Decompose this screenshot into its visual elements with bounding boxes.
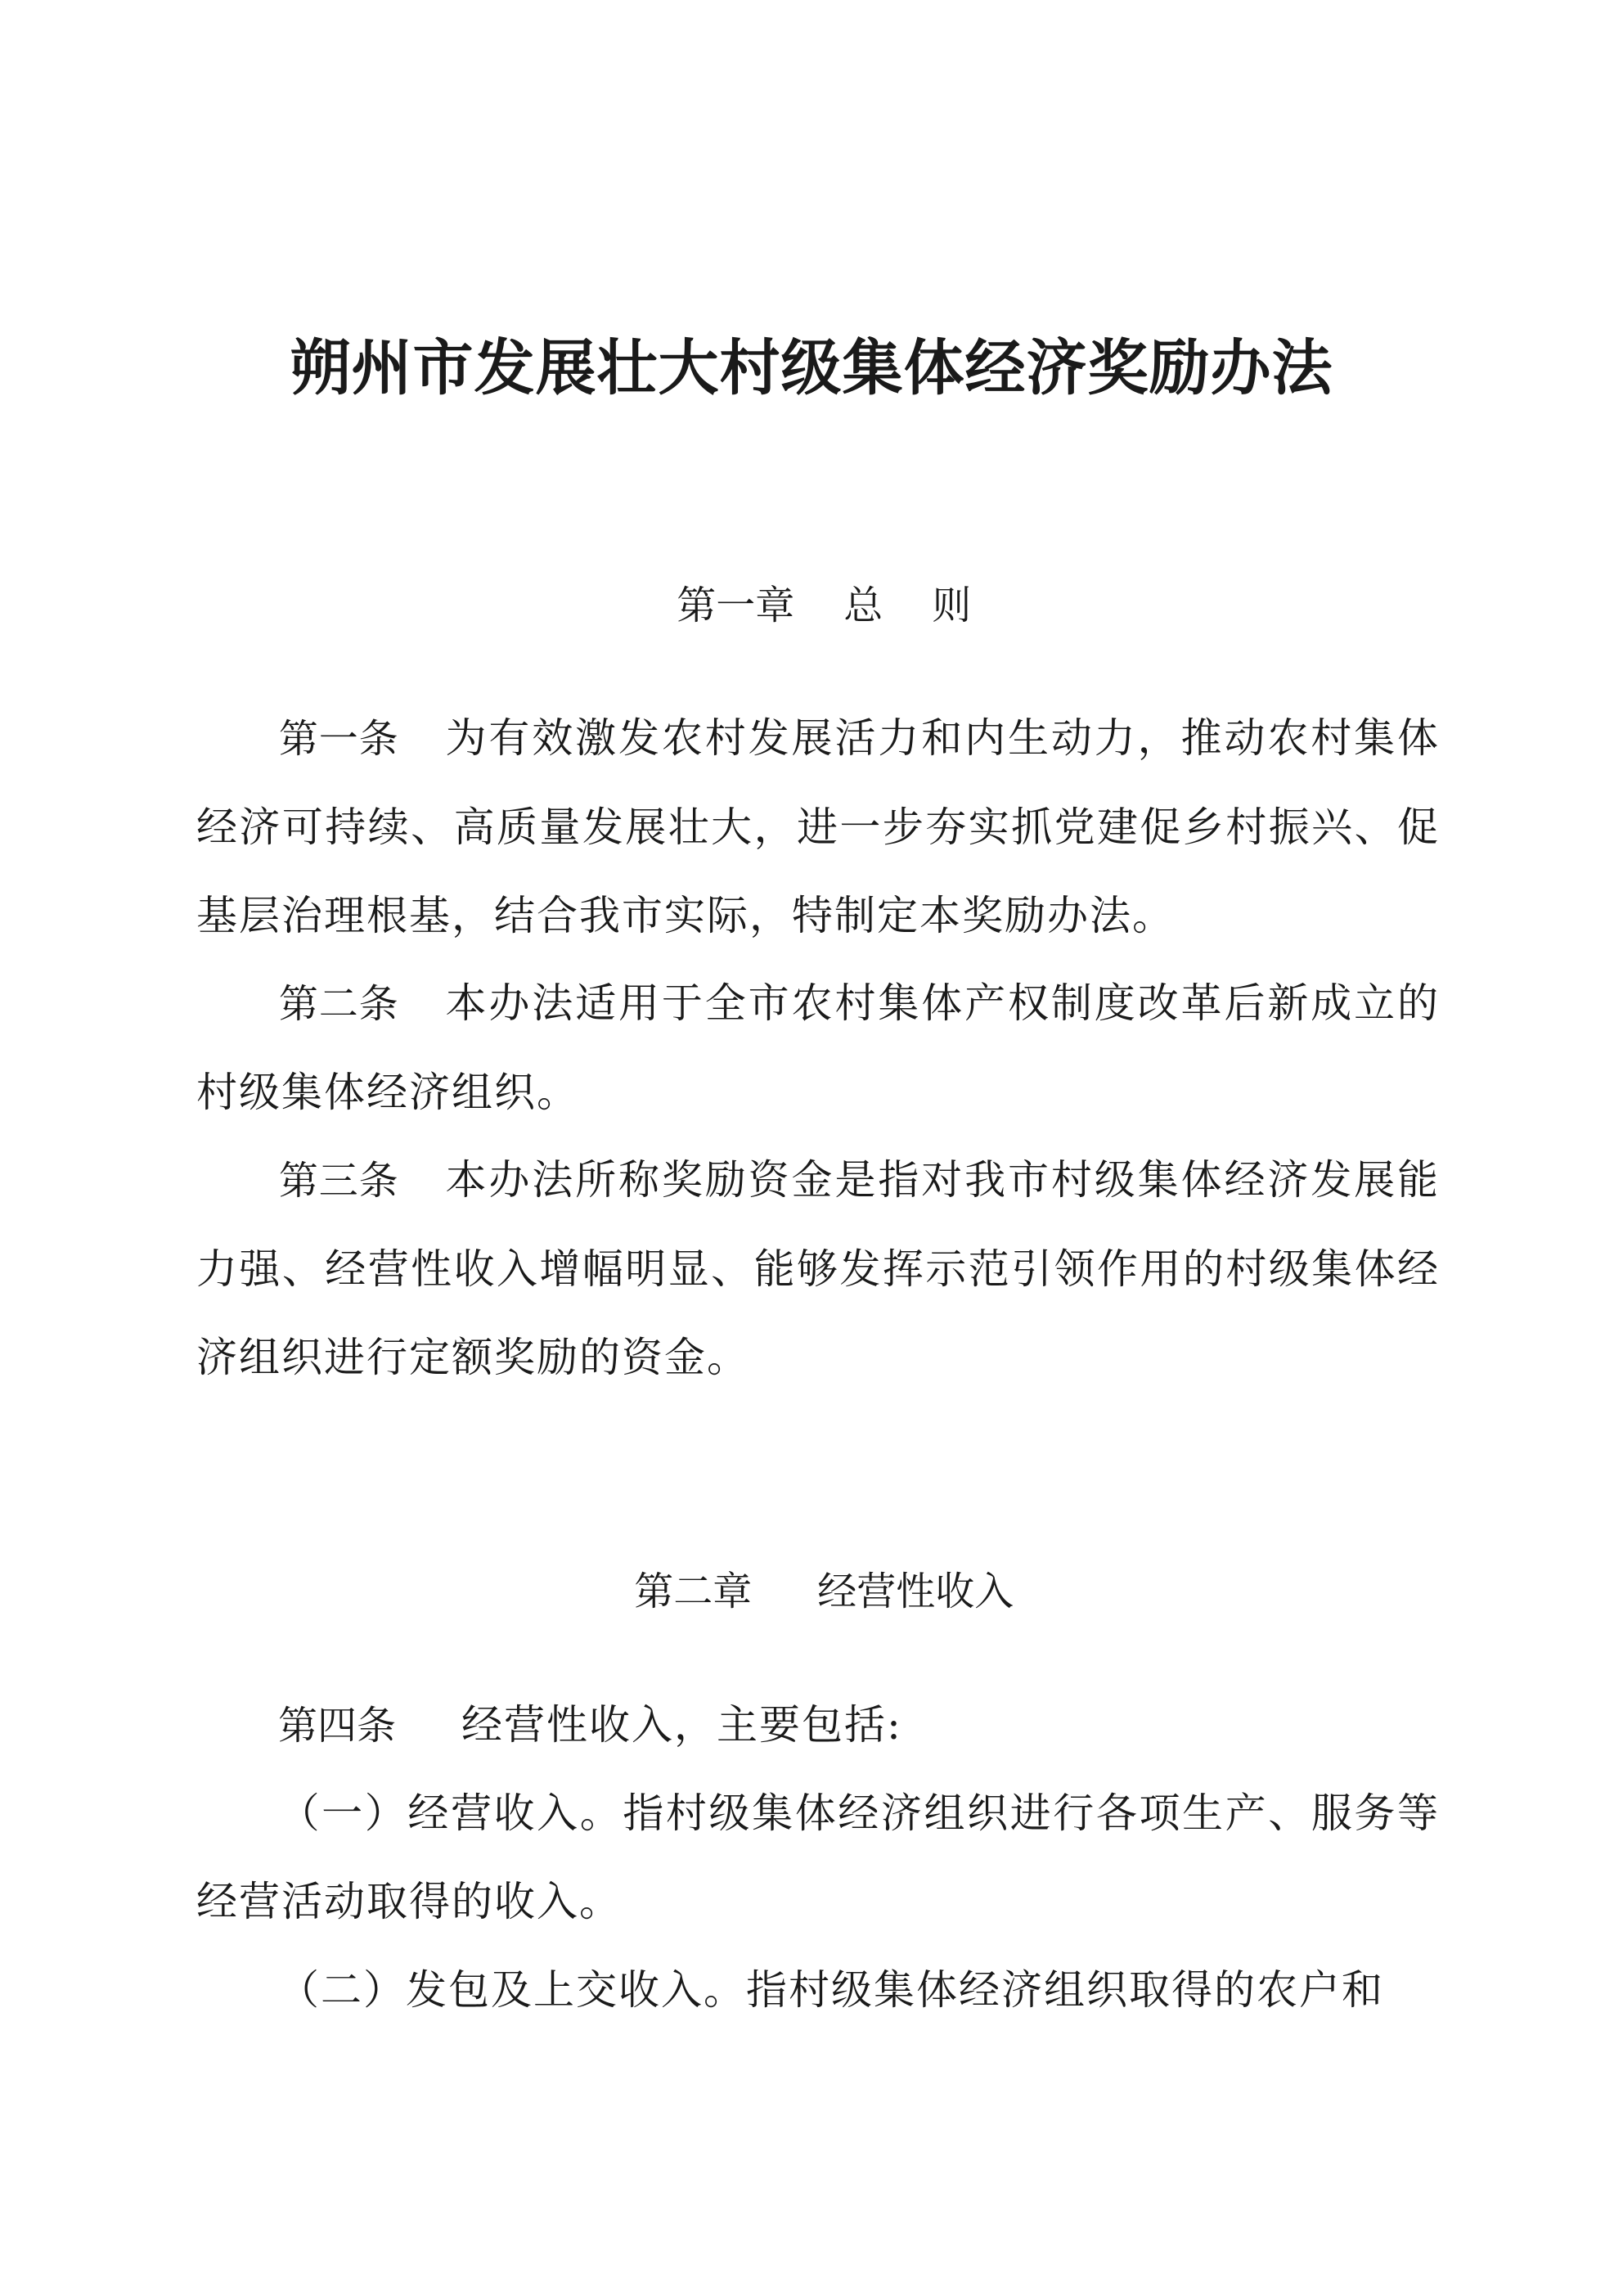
article-2-label: 第二条 bbox=[278, 981, 399, 1027]
article-4-item-1 bbox=[196, 1769, 1440, 1946]
chapter-1-name-part1: 总 bbox=[843, 583, 883, 628]
article-2 bbox=[196, 959, 1440, 1137]
chapter-1-number: 第一章 bbox=[677, 583, 795, 628]
article-3-text: 本办法所称奖励资金是指对我市村级集体经济发展能力强、经营性收入增幅明显、能够发挥示范引领作用的村级集体经济组织进行定额奖励的资金。 bbox=[196, 1156, 1440, 1381]
document-title: 朔州市发展壮大村级集体经济奖励办法 bbox=[290, 333, 1333, 403]
chapter-2-heading bbox=[0, 1518, 1623, 1616]
article-4-item-2 bbox=[196, 1946, 1440, 2034]
chapter-2-name: 经营性收入 bbox=[817, 1569, 1014, 1614]
article-4 bbox=[196, 1681, 1440, 1770]
chapter-1-heading bbox=[0, 532, 1623, 630]
article-1-text: 为有效激发农村发展活力和内生动力，推动农村集体经济可持续、高质量发展壮大，进一步夯实抓党建促乡村振兴、促基层治理根基，结合我市实际，特制定本奖励办法。 bbox=[196, 714, 1440, 939]
article-4-item-2-text: （二）发包及上交收入。指村级集体经济组织取得的农户和 bbox=[278, 1966, 1384, 2014]
article-3 bbox=[196, 1136, 1440, 1402]
chapter-1-name-part2: 则 bbox=[932, 583, 972, 628]
article-3-label: 第三条 bbox=[278, 1158, 399, 1204]
article-1-label: 第一条 bbox=[278, 716, 399, 762]
article-4-label: 第四条 bbox=[278, 1703, 397, 1749]
article-4-item-1-text: （一）经营收入。指村级集体经济组织进行各项生产、服务等经营活动取得的收入。 bbox=[196, 1790, 1440, 1925]
article-4-text: 经营性收入，主要包括: bbox=[461, 1701, 902, 1749]
article-2-text: 本办法适用于全市农村集体产权制度改革后新成立的村级集体经济组织。 bbox=[196, 979, 1440, 1116]
chapter-2-number: 第二章 bbox=[634, 1569, 753, 1614]
article-1 bbox=[196, 694, 1440, 960]
